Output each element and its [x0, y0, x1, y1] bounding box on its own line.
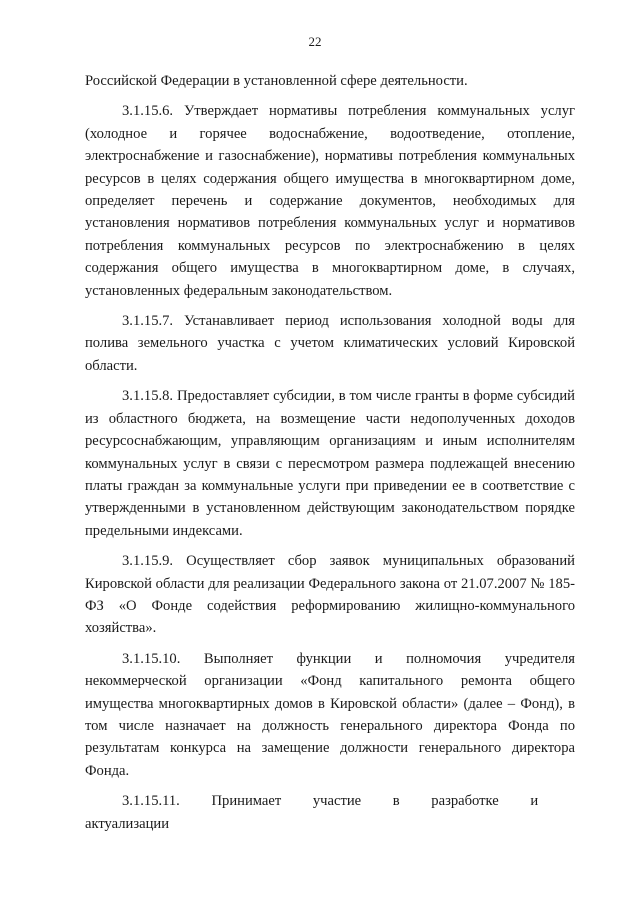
paragraph-3-1-15-7: 3.1.15.7. Устанавливает период использования холодной воды для полива земельного участка с учетом климатических условий Кировской области.: [85, 313, 575, 374]
paragraph-continuation: Российской Федерации в установленной сфере деятельности.: [85, 73, 468, 89]
page-number: 22: [308, 34, 322, 49]
paragraph-3-1-15-10: 3.1.15.10. Выполняет функции и полномочия учредителя некоммерческой организации «Фонд капитального ремонта общего имущества многоквартирных домов в Кировской области» (далее – Фонд), в том числе назначает на должность генерального директора Фонда по результатам конкурса на замещение должности генерального директора Фонда.: [85, 650, 575, 779]
document-body: [85, 70, 575, 843]
paragraph-3-1-15-8: 3.1.15.8. Предоставляет субсидии, в том числе гранты в форме субсидий из областного бюджета, на возмещение части недополученных доходов ресурсоснабжающим, управляющим организациям и иным исполнителям коммунальных услуг в связи с пересмотром размера подлежащей внесению платы граждан за коммунальные услуги при приведении ее в соответствие с утвержденными в установленном действующим законодательством порядке предельными индексами.: [85, 388, 575, 539]
paragraph-3-1-15-11: 3.1.15.11. Принимает участие в разработке и актуализации: [85, 793, 539, 832]
paragraph-3-1-15-9: 3.1.15.9. Осуществляет сбор заявок муниципальных образований Кировской области для реализации Федерального закона от 21.07.2007 № 185-ФЗ «О Фонде содействия реформированию жилищно-коммунального хозяйства».: [85, 553, 575, 637]
paragraph-3-1-15-6: 3.1.15.6. Утверждает нормативы потребления коммунальных услуг (холодное и горячее водоснабжение, водоотведение, отопление, электроснабжение и газоснабжение), нормативы потребления коммунальных ресурсов в целях содержания общего имущества в многоквартирном доме, определяет перечень и содержание документов, необходимых для установления нормативов потребления коммунальных услуг и нормативов потребления коммунальных ресурсов по электроснабжению в целях содержания общего имущества в многоквартирном доме, в случаях, установленных федеральным законодательством.: [85, 103, 575, 299]
